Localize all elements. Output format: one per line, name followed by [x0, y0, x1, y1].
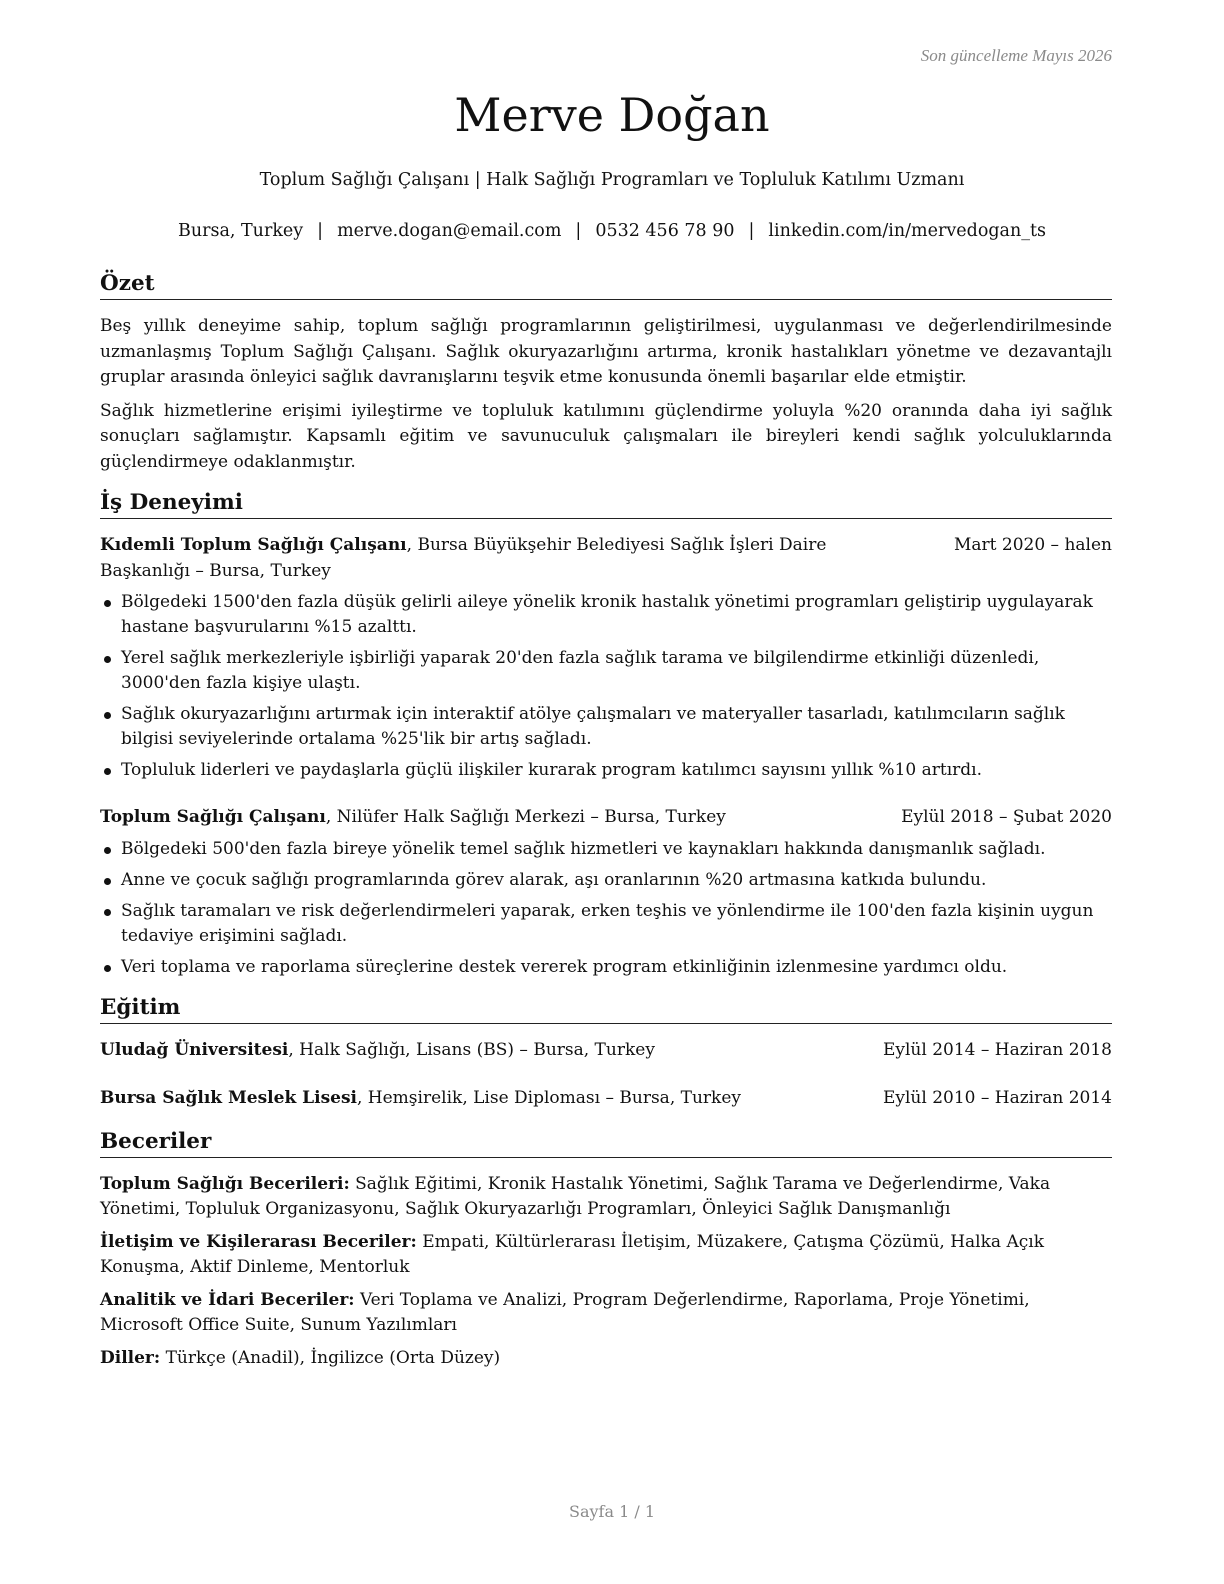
job-role: Toplum Sağlığı Çalışanı: [100, 807, 326, 827]
skill-label: Analitik ve İdari Beceriler:: [100, 1289, 355, 1310]
education-dates: Eylül 2014 – Haziran 2018: [882, 1039, 1112, 1060]
job-organization: , Bursa Büyükşehir Belediyesi Sağlık İşleri Daire Başkanlığı – Bursa, Turkey: [100, 535, 827, 581]
contact-email[interactable]: merve.dogan@email.com: [337, 221, 562, 241]
education-entry: [100, 1086, 1112, 1112]
contact-separator: |: [317, 221, 324, 241]
skill-label: İletişim ve Kişilerarası Beceriler:: [100, 1231, 417, 1252]
page-number: Sayfa 1 / 1: [568, 1502, 655, 1521]
list-item: Sağlık okuryazarlığını artırmak için interaktif atölye çalışmaları ve materyaller tasarladı, katılımcıların sağlık bilgisi seviyelerinde ortalama %25'lik bir artış sağladı.: [100, 702, 1112, 752]
job-dates: Mart 2020 – halen: [953, 535, 1112, 555]
contact-linkedin[interactable]: linkedin.com/in/mervedogan_ts: [768, 221, 1047, 241]
job-header: [100, 533, 1112, 584]
job-organization: , Nilüfer Halk Sağlığı Merkezi – Bursa, Turkey: [325, 807, 726, 827]
list-item: Bölgedeki 500'den fazla bireye yönelik temel sağlık hizmetleri ve kaynakları hakkında danışmanlık sağladı.: [100, 837, 1112, 862]
skill-label: Diller:: [100, 1347, 161, 1368]
list-item: Topluluk liderleri ve paydaşlarla güçlü ilişkiler kurarak program katılımcı sayısını yıllık %10 artırdı.: [100, 758, 1112, 783]
summary-paragraph: Sağlık hizmetlerine erişimi iyileştirme ve topluluk katılımını güçlendirme yoluyla %20 oranında daha iyi sağlık sonuçları sağlamıştır. Kapsamlı eğitim ve savunuculuk çalışmaları ile bireyleri kendi sağlık yolculuklarında güçlendirmeye odaklanmıştır.: [100, 400, 1112, 472]
last-updated: Son güncelleme Mayıs 2026: [920, 46, 1112, 65]
section-title-experience: İş Deneyimi: [100, 489, 1112, 519]
list-item: Veri toplama ve raporlama süreçlerine destek vererek program etkinliğinin izlenmesine yardımcı oldu.: [100, 955, 1112, 980]
education-school: Bursa Sağlık Meslek Lisesi: [100, 1088, 357, 1108]
list-item: Yerel sağlık merkezleriyle işbirliği yaparak 20'den fazla sağlık tarama ve bilgilendirme etkinliği düzenledi, 3000'den fazla kişiye ulaştı.: [100, 646, 1112, 696]
skill-value: Veri Toplama ve Analizi, Program Değerlendirme, Raporlama, Proje Yönetimi, Microsoft Office Suite, Sunum Yazılımları: [100, 1289, 1030, 1335]
skill-value: Sağlık Eğitimi, Kronik Hastalık Yönetimi, Sağlık Tarama ve Değerlendirme, Vaka Yönetimi, Topluluk Organizasyonu, Sağlık Okuryazarlığı Programları, Önleyici Sağlık Danışmanlığı: [100, 1173, 1051, 1219]
skill-group: [100, 1288, 1112, 1338]
skill-group: [100, 1172, 1112, 1222]
job-role: Kıdemli Toplum Sağlığı Çalışanı: [100, 535, 407, 555]
list-item: Bölgedeki 1500'den fazla düşük gelirli aileye yönelik kronik hastalık yönetimi programları geliştirip uygulayarak hastane başvurularını %15 azalttı.: [100, 590, 1112, 640]
summary-paragraph: Beş yıllık deneyime sahip, toplum sağlığı programlarının geliştirilmesi, uygulanması ve değerlendirilmesinde uzmanlaşmış Toplum Sağlığı Çalışanı. Sağlık okuryazarlığını artırma, kronik hastalıkları yönetme ve dezavantajlı gruplar arasında önleyici sağlık davranışlarını teşvik etme konusunda önemli başarılar elde etmiştir.: [100, 316, 1112, 387]
job-dates: Eylül 2018 – Şubat 2020: [901, 807, 1112, 827]
job-bullets: [100, 837, 1112, 980]
resume-content: [100, 270, 1112, 1379]
skill-label: Toplum Sağlığı Becerileri:: [100, 1173, 350, 1194]
contact-separator: |: [748, 221, 755, 241]
skill-value: Empati, Kültürlerarası İletişim, Müzakere, Çatışma Çözümü, Halka Açık Konuşma, Aktif Dinleme, Mentorluk: [100, 1231, 1044, 1277]
education-entry: [100, 1038, 1112, 1064]
section-title-summary: Özet: [100, 270, 1112, 300]
candidate-subtitle: Toplum Sağlığı Çalışanı | Halk Sağlığı Programları ve Topluluk Katılımı Uzmanı: [259, 170, 965, 190]
list-item: Sağlık taramaları ve risk değerlendirmeleri yaparak, erken teşhis ve yönlendirme ile 100'den fazla kişinin uygun tedaviye erişimini sağladı.: [100, 899, 1112, 949]
job-header: [100, 805, 1112, 831]
education-detail: , Halk Sağlığı, Lisans (BS) – Bursa, Turkey: [288, 1039, 655, 1060]
contact-phone: 0532 456 78 90: [595, 221, 735, 241]
skill-group: [100, 1346, 1112, 1371]
education-dates: Eylül 2010 – Haziran 2014: [882, 1088, 1112, 1108]
section-title-skills: Beceriler: [100, 1128, 1112, 1158]
job-entry: [100, 533, 1112, 783]
job-bullets: [100, 590, 1112, 783]
job-entry: [100, 805, 1112, 980]
candidate-name: Merve Doğan: [454, 88, 770, 142]
education-school: Uludağ Üniversitesi: [100, 1039, 289, 1060]
section-title-education: Eğitim: [100, 994, 1112, 1024]
contact-line: [0, 221, 1224, 241]
skill-group: [100, 1230, 1112, 1280]
contact-location: Bursa, Turkey: [177, 221, 304, 241]
education-detail: , Hemşirelik, Lise Diploması – Bursa, Turkey: [356, 1088, 742, 1108]
list-item: Anne ve çocuk sağlığı programlarında görev alarak, aşı oranlarının %20 artmasına katkıda bulundu.: [100, 868, 1112, 893]
contact-separator: |: [575, 221, 582, 241]
skill-value: Türkçe (Anadil), İngilizce (Orta Düzey): [160, 1347, 501, 1368]
